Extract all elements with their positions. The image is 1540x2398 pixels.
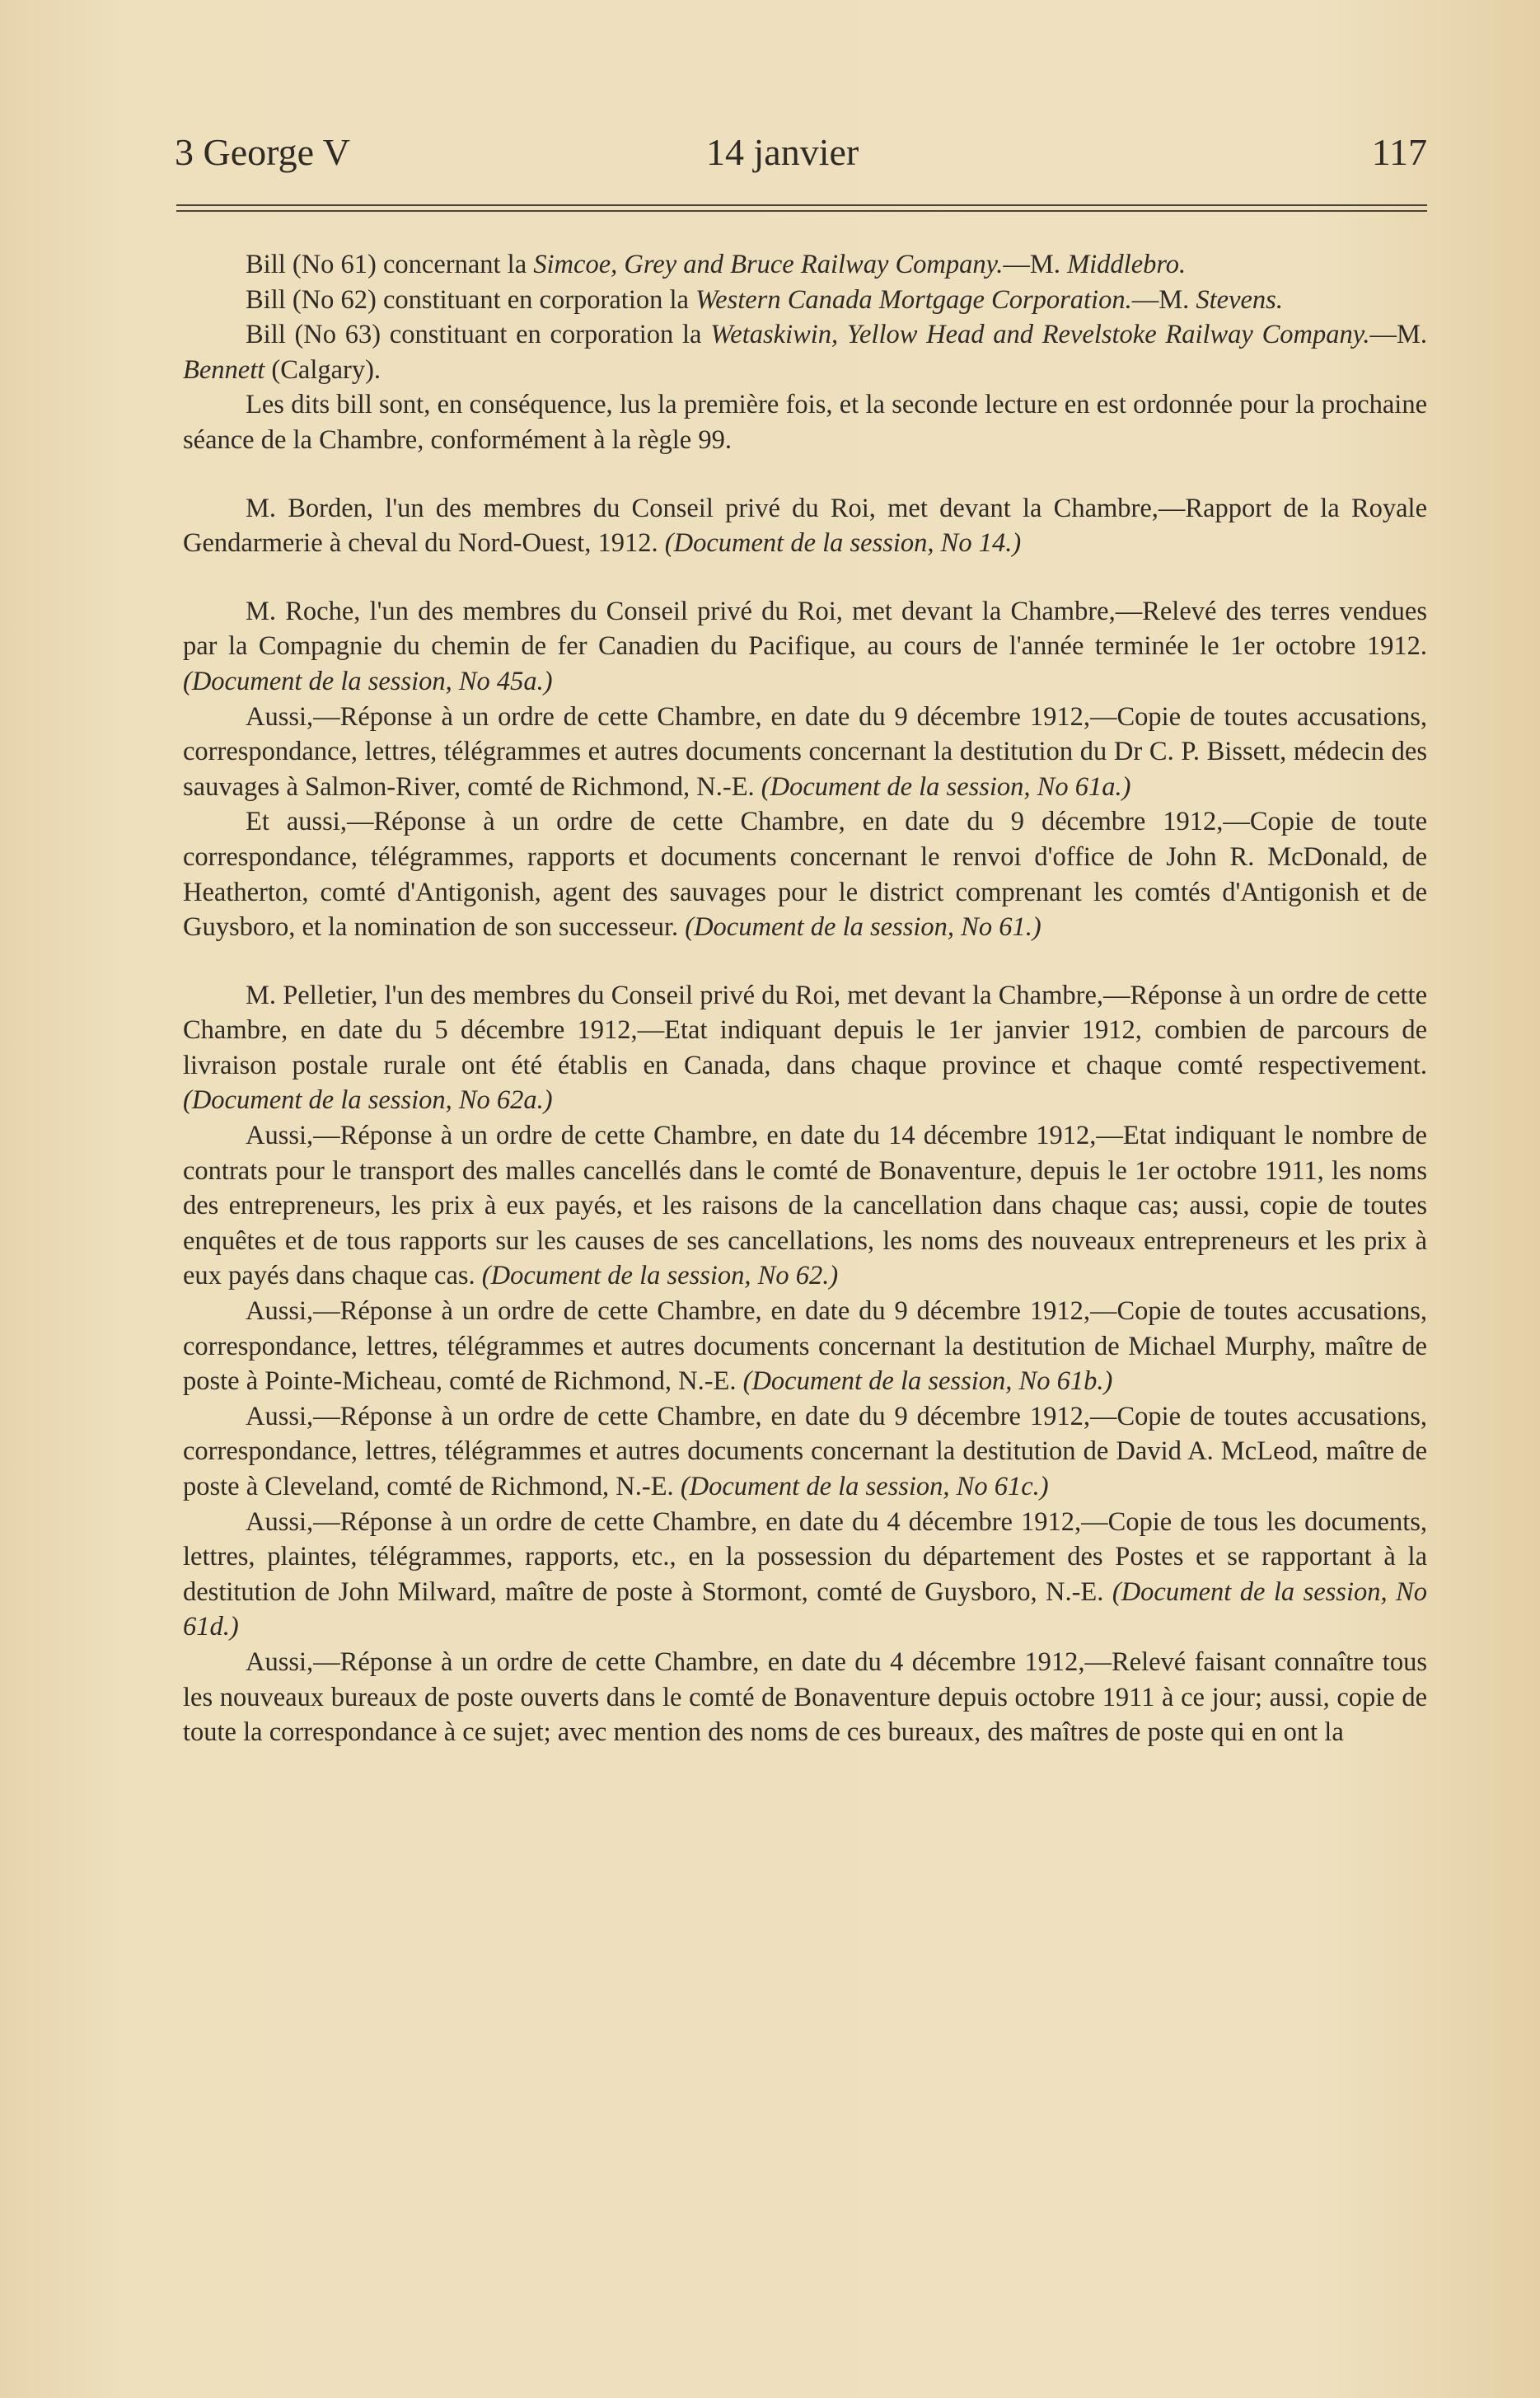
- text-run: Aussi,—Réponse à un ordre de cette Chambre, en date du 14 décembre 1912,—Etat indiquant le nombre de contrats pour le transport des malles cancellés dans le comté de Bonaventure, depuis le 1er octobre 1911, les noms des entrepreneurs, les prix à eux payés, et les raisons de la cancellation dans chaque cas; aussi, copie de toutes enquêtes et de tous rapports sur les causes de ses cancellations, les noms des nouveaux entrepreneurs et les prix à eux payés dans chaque cas.: [183, 1121, 1427, 1291]
- italic-text: (Document de la session, No 62.): [481, 1261, 839, 1291]
- paragraph: [183, 978, 1427, 1118]
- header-regnal-year: 3 George V: [175, 131, 350, 173]
- paragraph: [183, 700, 1427, 805]
- paragraph: [183, 1645, 1427, 1750]
- paragraph: [183, 1505, 1427, 1645]
- text-run: —M.: [1003, 250, 1068, 279]
- paragraph: [183, 317, 1427, 387]
- text-run: —M.: [1369, 320, 1428, 350]
- text-run: Bill (No 63) constituant en corporation la: [246, 320, 711, 350]
- italic-text: Middlebro.: [1067, 250, 1187, 279]
- paragraph: [183, 491, 1427, 561]
- header-date: 14 janvier: [706, 131, 859, 173]
- text-run: (Calgary).: [264, 354, 381, 385]
- text-run: Et aussi,—Réponse à un ordre de cette Chambre, en date du 9 décembre 1912,—Copie de toute correspondance, télégrammes, rapports et documents concernant le renvoi d'office de John R. McDonald, de Heatherton, comté d'Antigonish, agent des sauvages pour le district comprenant les comtés d'Antigonish et de Guysboro, et la nomination de son successeur.: [183, 807, 1427, 943]
- paragraph: [183, 804, 1427, 944]
- paragraph: [183, 1294, 1427, 1399]
- paragraph: [183, 387, 1427, 457]
- header-double-rule: [176, 204, 1427, 212]
- text-run: M. Pelletier, l'un des membres du Conseil privé du Roi, met devant la Chambre,—Réponse à un ordre de cette Chambre, en date du 5 décembre 1912,—Etat indiquant depuis le 1er janvier 1912, combien de parcours de livraison postale rurale ont été établis en Canada, dans chaque province et chaque comté respectivement.: [183, 980, 1427, 1080]
- text-run: Bill (No 61) concernant la: [246, 250, 534, 279]
- italic-text: (Document de la session, No 61c.): [680, 1472, 1049, 1501]
- text-run: Aussi,—Réponse à un ordre de cette Chambre, en date du 4 décembre 1912,—Relevé faisant connaître tous les nouveaux bureaux de poste ouverts dans le comté de Bonaventure depuis octobre 1911 à ce jour; aussi, copie de toute la correspondance à ce sujet; avec mention des noms de ces bureaux, des maîtres de poste qui en ont la: [183, 1646, 1427, 1748]
- document-body: [183, 247, 1427, 1750]
- text-run: M. Roche, l'un des membres du Conseil privé du Roi, met devant la Chambre,—Relevé des terres vendues par la Compagnie du chemin de fer Canadien du Pacifique, au cours de l'année terminée le 1er octobre 1912.: [183, 596, 1427, 662]
- text-run: Aussi,—Réponse à un ordre de cette Chambre, en date du 9 décembre 1912,—Copie de toutes accusations, correspondance, lettres, télégrammes et autres documents concernant la destitution de Michael Murphy, maître de poste à Pointe-Micheau, comté de Richmond, N.-E.: [183, 1296, 1427, 1397]
- italic-text: Stevens.: [1196, 284, 1283, 315]
- text-run: —M.: [1131, 284, 1196, 315]
- italic-text: (Document de la session, No 62a.): [183, 1085, 553, 1116]
- text-run: M. Borden, l'un des membres du Conseil privé du Roi, met devant la Chambre,—Rapport de la Royale Gendarmerie à cheval du Nord-Ouest, 1912.: [183, 493, 1427, 559]
- text-run: Aussi,—Réponse à un ordre de cette Chambre, en date du 4 décembre 1912,—Copie de tous les documents, lettres, plaintes, télégrammes, rapports, etc., en la possession du département des Postes et se rapportant à la destitution de John Milward, maître de poste à Stormont, comté de Guysboro, N.-E.: [183, 1506, 1427, 1607]
- page-number: 117: [1371, 131, 1427, 173]
- text-run: Aussi,—Réponse à un ordre de cette Chambre, en date du 9 décembre 1912,—Copie de toutes accusations, correspondance, lettres, télégrammes et autres documents concernant la destitution du Dr C. P. Bissett, médecin des sauvages à Salmon-River, comté de Richmond, N.-E.: [183, 701, 1427, 802]
- italic-text: Bennett: [183, 354, 265, 385]
- italic-text: (Document de la session, No 61a.): [761, 771, 1131, 802]
- italic-text: (Document de la session, No 61d.): [183, 1576, 1427, 1642]
- page-header: [175, 124, 1427, 181]
- paragraph: [183, 1118, 1427, 1294]
- text-run: Bill (No 62) constituant en corporation la: [246, 284, 696, 315]
- text-run: Aussi,—Réponse à un ordre de cette Chambre, en date du 9 décembre 1912,—Copie de toutes accusations, correspondance, lettres, télégrammes et autres documents concernant la destitution de David A. McLeod, maître de poste à Cleveland, comté de Richmond, N.-E.: [183, 1401, 1427, 1501]
- italic-text: (Document de la session, No 61b.): [742, 1366, 1113, 1397]
- paragraph: [183, 247, 1427, 283]
- paragraph: [183, 283, 1427, 318]
- italic-text: Wetaskiwin, Yellow Head and Revelstoke Railway Company.: [710, 320, 1370, 350]
- italic-text: Simcoe, Grey and Bruce Railway Company.: [533, 250, 1004, 279]
- italic-text: (Document de la session, No 14.): [664, 528, 1022, 559]
- italic-text: Western Canada Mortgage Corporation.: [695, 284, 1132, 315]
- text-run: Les dits bill sont, en conséquence, lus la première fois, et la seconde lecture en est ordonnée pour la prochaine séance de la Chambre, conformément à la règle 99.: [183, 390, 1427, 455]
- italic-text: (Document de la session, No 45a.): [183, 666, 553, 696]
- paragraph: [183, 594, 1427, 700]
- italic-text: (Document de la session, No 61.): [685, 912, 1041, 943]
- paragraph: [183, 1399, 1427, 1505]
